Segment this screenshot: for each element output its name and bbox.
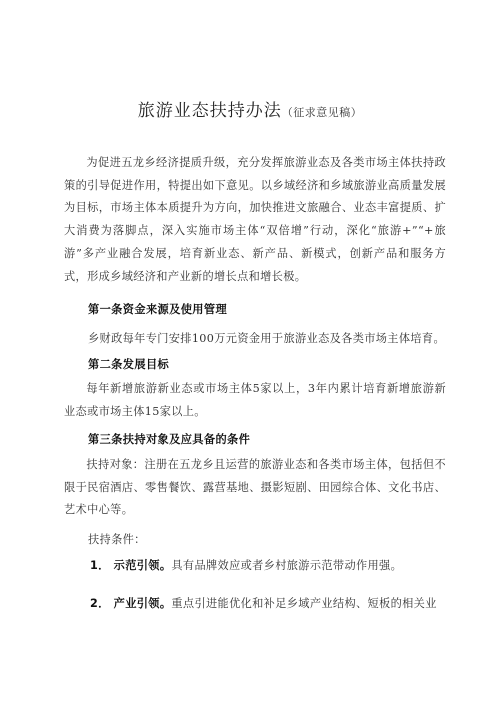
article-1-text: 乡财政每年专门安排100万元资金用于旅游业态及各类市场主体培育。: [88, 332, 445, 345]
condition-lead: 示范引领。: [113, 559, 172, 572]
document-title-block: [0, 96, 500, 121]
article-1-heading: 第一条资金来源及使用管理: [88, 303, 228, 316]
condition-item: [90, 558, 402, 574]
condition-number: 1．: [90, 559, 110, 572]
article-2-text: 每年新增旅游新业态或市场主体5家以上，3年内累计培育新增旅游新业态或市场主体15家以上。: [64, 382, 446, 418]
article-3-objects: 扶持对象：注册在五龙乡且运营的旅游业态和各类市场主体，包括但不限于民宿酒店、零售餐饮、露营基地、摄影短剧、田园综合体、文化书店、艺术中心等。: [64, 458, 446, 517]
condition-lead: 产业引领。: [113, 597, 172, 610]
condition-number: 2．: [90, 597, 110, 610]
document-title: 旅游业态扶持办法: [137, 101, 282, 121]
condition-text: 具有品牌效应或者乡村旅游示范带动作用强。: [171, 559, 403, 572]
conditions-label: 扶持条件：: [88, 533, 146, 546]
article-3-heading: 第三条扶持对象及应具备的条件: [88, 433, 251, 446]
condition-text: 重点引进能优化和补足乡域产业结构、短板的相关业: [171, 597, 437, 610]
document-subtitle: （征求意见稿）: [281, 106, 363, 119]
condition-item: [90, 596, 437, 612]
intro-paragraph: 为促进五龙乡经济提质升级，充分发挥旅游业态及各类市场主体扶持政策的引导促进作用，特提出如下意见。以乡域经济和乡域旅游业高质量发展为目标，市场主体本质提升为方向，加快推进文旅融合、业态丰富提质、扩大消费为落脚点，深入实施市场主体“双倍增”行动，深化“旅游+”“+旅游”多产业融合发展，培育新业态、新产品、新模式，创新产品和服务方式，形成乡域经济和产业新的增长点和增长极。: [64, 156, 446, 283]
article-2-heading: 第二条发展目标: [88, 358, 170, 371]
